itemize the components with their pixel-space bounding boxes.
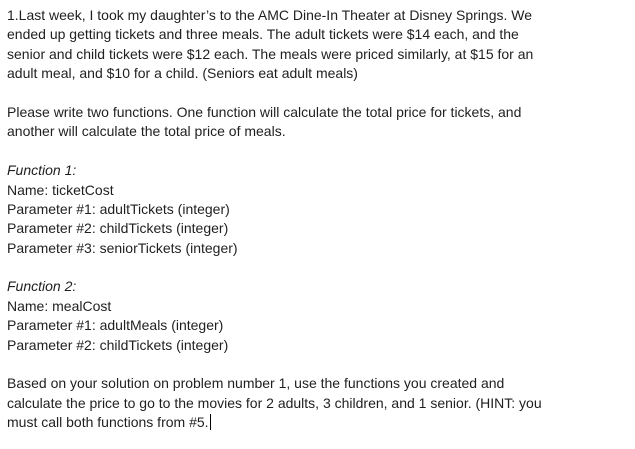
closing-line-last (7, 413, 629, 432)
paragraph-spacer (7, 355, 629, 374)
instructions-paragraph (7, 103, 629, 142)
function2-block (7, 277, 629, 355)
function2-heading: Function 2: (7, 278, 77, 295)
function2-param2: Parameter #2: childTickets (integer) (7, 336, 229, 353)
function1-param2: Parameter #2: childTickets (integer) (7, 220, 229, 237)
closing-line: calculate the price to go to the movies for 2 adults, 3 children, and 1 senior. (HINT: you (7, 394, 542, 411)
function2-param1: Parameter #1: adultMeals (integer) (7, 317, 224, 334)
function2-name: Name: mealCost (7, 297, 112, 314)
function1-name: Name: ticketCost (7, 181, 114, 198)
text-cursor (210, 414, 212, 430)
problem-line: 1.Last week, I took my daughter’s to the AMC Dine-In Theater at Disney Springs. We (7, 7, 532, 23)
paragraph-spacer (7, 142, 629, 161)
instructions-line: Please write two functions. One function will calculate the total price for tickets, and (7, 103, 522, 120)
function1-block (7, 161, 629, 258)
function1-heading: Function 1: (7, 162, 77, 179)
closing-paragraph (7, 374, 629, 432)
instructions-line: another will calculate the total price of meals. (7, 123, 286, 140)
problem-paragraph (7, 6, 629, 84)
function1-param1: Parameter #1: adultTickets (integer) (7, 200, 230, 217)
paragraph-spacer (7, 84, 629, 103)
document-body[interactable] (7, 6, 629, 433)
problem-line: ended up getting tickets and three meals. The adult tickets were $14 each, and the (7, 26, 519, 43)
problem-line: adult meal, and $10 for a child. (Seniors eat adult meals) (7, 65, 358, 82)
paragraph-spacer (7, 258, 629, 277)
closing-line: Based on your solution on problem number 1, use the functions you created and (7, 375, 505, 392)
problem-line: senior and child tickets were $12 each. The meals were priced similarly, at $15 for an (7, 45, 534, 62)
closing-line-text: must call both functions from #5. (7, 414, 209, 431)
function1-param3: Parameter #3: seniorTickets (integer) (7, 239, 238, 256)
